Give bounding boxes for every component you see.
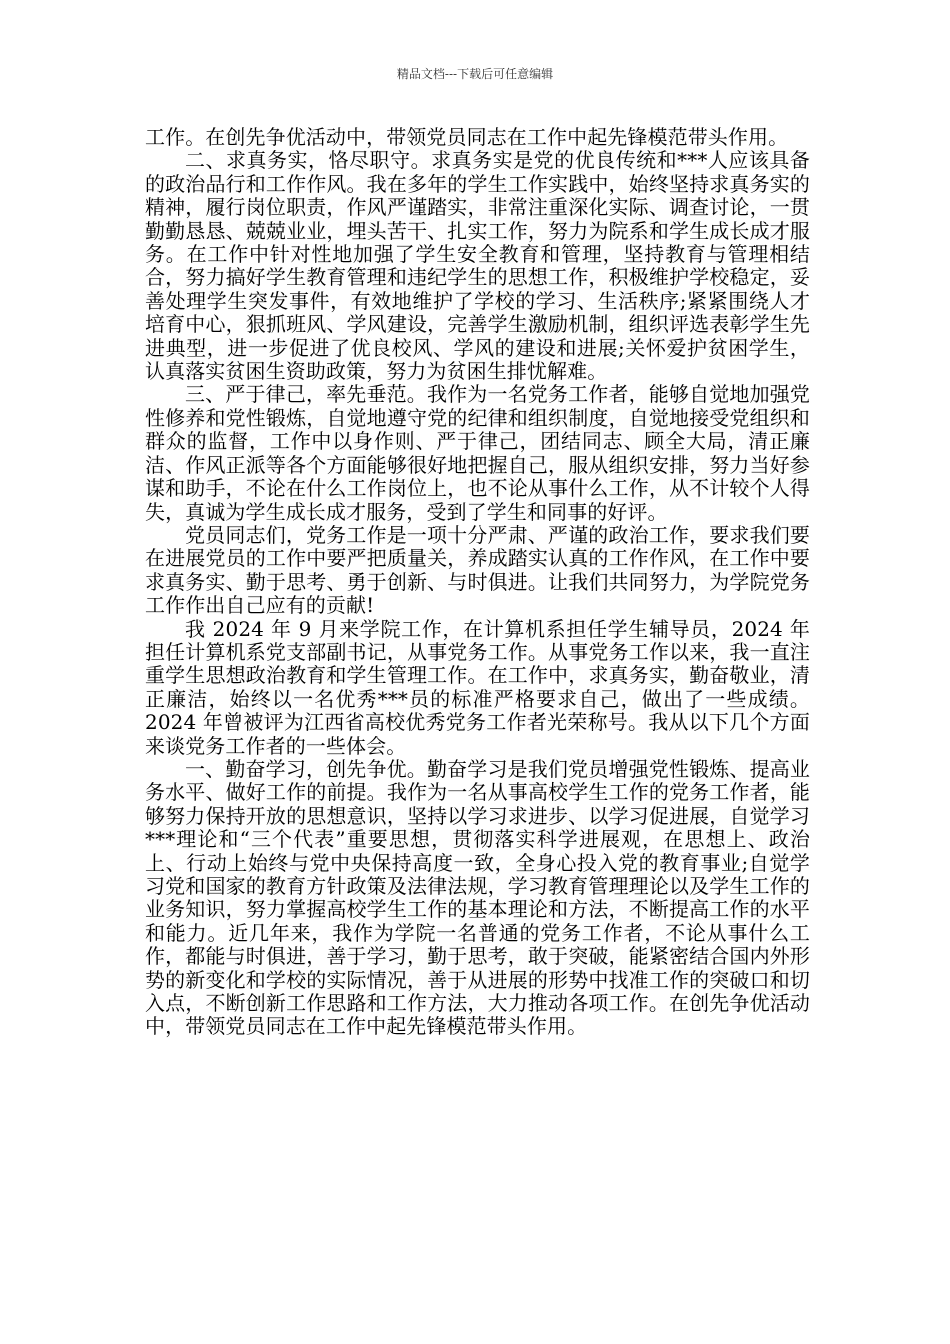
paragraph-self-discipline: 三、严于律己，率先垂范。我作为一名党务工作者，能够自觉地加强党性修养和党性锻炼，自觉地遵守党的纪律和组织制度，自觉地接受党组织和群众的监督，工作中以身作则、严于律己，团结同志、顾全大局，清正廉洁、作风正派等各个方面能够很好地把握自己，服从组织安排，努力当好参谋和助手，不论在什么工作岗位上，也不论从事什么工作，从不计较个人得失，真诚为学生成长成才服务，受到了学生和同事的好评。: [145, 382, 810, 524]
paragraph-diligent-study: 一、勤奋学习，创先争优。勤奋学习是我们党员增强党性锻炼、提高业务水平、做好工作的前提。我作为一名从事高校学生工作的党务工作者，能够努力保持开放的思想意识，坚持以学习求进步、以学习促进展，自觉学习***理论和“三个代表”重要思想，贯彻落实科学进展观，在思想上、政治上、行动上始终与党中央保持高度一致，全身心投入党的教育事业;自觉学习党和国家的教育方针政策及法律法规，学习教育管理理论以及学生工作的业务知识，努力掌握高校学生工作的基本理论和方法，不断提高工作的水平和能力。近几年来，我作为学院一名普通的党务工作者，不论从事什么工作，都能与时俱进，善于学习，勤于思考，敢于突破，能紧密结合国内外形势的新变化和学校的实际情况，善于从进展的形势中找准工作的突破口和切入点，不断创新工作思路和工作方法，大力推动各项工作。在创先争优活动中，带领党员同志在工作中起先锋模范带头作用。: [145, 756, 810, 1039]
paragraph-introduction: 我 2024 年 9 月来学院工作，在计算机系担任学生辅导员，2024 年担任计算机系党支部副书记，从事党务工作。从事党务工作以来，我一直注重学生思想政治教育和学生管理工作。在工作中，求真务实，勤奋敬业，清正廉洁，始终以一名优秀***员的标准严格要求自己，做出了一些成绩。2024 年曾被评为江西省高校优秀党务工作者光荣称号。我从以下几个方面来谈党务工作者的一些体会。: [145, 616, 810, 758]
page-header: 精品文档---下载后可任意编辑: [396, 67, 554, 81]
paragraph-seek-truth: 二、求真务实，恪尽职守。求真务实是党的优良传统和***人应该具备的政治品行和工作作风。我在多年的学生工作实践中，始终坚持求真务实的精神，履行岗位职责，作风严谨踏实，非常注重深化实际、调查讨论，一贯勤勤恳恳、兢兢业业，埋头苦干、扎实工作，努力为院系和学生成长成才服务。在工作中针对性地加强了学生安全教育和管理，坚持教育与管理相结合，努力搞好学生教育管理和违纪学生的思想工作，积极维护学校稳定，妥善处理学生突发事件，有效地维护了学校的学习、生活秩序;紧紧围绕人才培育中心，狠抓班风、学风建设，完善学生激励机制，组织评选表彰学生先进典型，进一步促进了优良校风、学风的建设和进展;关怀爱护贫困学生，认真落实贫困生资助政策，努力为贫困生排忧解难。: [145, 148, 810, 384]
paragraph-address-comrades: 党员同志们，党务工作是一项十分严肃、严谨的政治工作，要求我们要在进展党员的工作中要严把质量关，养成踏实认真的工作作风，在工作中要求真务实、勤于思考、勇于创新、与时俱进。让我们共同努力，为学院党务工作作出自己应有的贡献!: [145, 522, 810, 618]
paragraph-continuation: 工作。在创先争优活动中，带领党员同志在工作中起先锋模范带头作用。: [145, 125, 789, 149]
document-body: [145, 126, 810, 1039]
